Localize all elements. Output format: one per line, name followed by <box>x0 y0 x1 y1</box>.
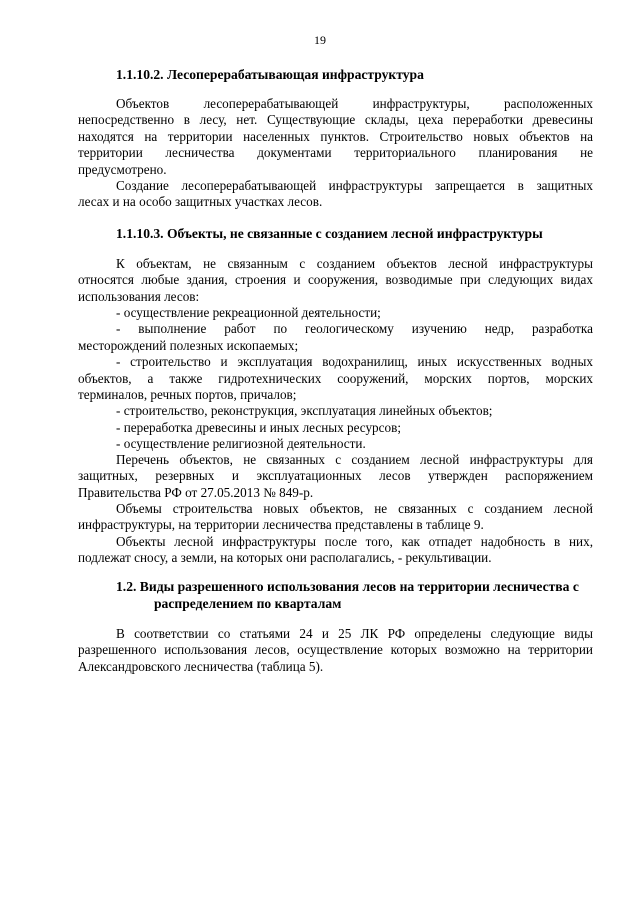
list-item: - осуществление рекреационной деятельности; <box>116 305 381 320</box>
list-item: - строительство, реконструкция, эксплуатация линейных объектов; <box>116 403 493 419</box>
heading-1-2-line-1: 1.2. Виды разрешенного использования лесов на территории лесничества с <box>116 579 579 594</box>
heading-1-2-line-2: распределением по кварталам <box>154 596 342 611</box>
sec2-paragraph-4: Объекты лесной инфраструктуры после того, как отпадет надобность в них, подлежат сносу, а земли, на которых они располагались, - рекультивации. <box>78 534 593 566</box>
bullet-list: - осуществление рекреационной деятельности; - выполнение работ по геологическому изучению недр, разработка месторождений полезных ископаемых; - строительство и эксплуатация водохранилищ, иных искусственных водных объектов, а также гидротехнических сооружений, морских портов, морских терминалов, речных портов, причалов; - строительство, реконструкция, эксплуатация линейных объектов; - переработка древесины и иных лесных ресурсов; - осуществление религиозной деятельности. <box>78 305 593 452</box>
heading-1-1-10-2: 1.1.10.2. Лесоперерабатывающая инфраструктура <box>116 67 424 82</box>
heading-1-1-10-3: 1.1.10.3. Объекты, не связанные с созданием лесной инфраструктуры <box>116 226 543 241</box>
sec2-paragraph-2: Перечень объектов, не связанных с созданием лесной инфраструктуры для защитных, резервных и эксплуатационных лесов утвержден распоряжением Правительства РФ от 27.05.2013 № 849-р. <box>78 452 593 500</box>
sec2-paragraph-3: Объемы строительства новых объектов, не связанных с созданием лесной инфраструктуры, на территории лесничества представлены в таблице 9. <box>78 501 593 533</box>
list-item: - строительство и эксплуатация водохранилищ, иных искусственных водных <box>116 354 593 370</box>
list-item: - переработка древесины и иных лесных ресурсов; <box>116 419 401 435</box>
list-item: - выполнение работ по геологическому изучению недр, разработка <box>116 321 593 337</box>
sec1-paragraph-1: Объектов лесоперерабатывающей инфраструктуры, расположенных непосредственно в лесу, нет. Существующие склады, цеха переработки древесины находятся на территории населенных пунктов. Строительство новых объектов на территории лесничества документами территориального планирования не предусмотрено. <box>78 96 593 177</box>
sec2-paragraph-1: К объектам, не связанным с созданием объектов лесной инфраструктуры относятся любые здания, строения и сооружения, возводимые при следующих видах использования лесов: <box>78 256 593 304</box>
sec3-paragraph-1: В соответствии со статьями 24 и 25 ЛК РФ определены следующие виды разрешенного использования лесов, осуществление которых возможно на территории Александровского лесничества (таблица 5). <box>78 626 593 674</box>
page-number: 19 <box>314 33 326 47</box>
list-item: - осуществление религиозной деятельности. <box>116 436 366 452</box>
sec1-paragraph-2: Создание лесоперерабатывающей инфраструктуры запрещается в защитных лесах и на особо защитных участках лесов. <box>78 178 593 210</box>
